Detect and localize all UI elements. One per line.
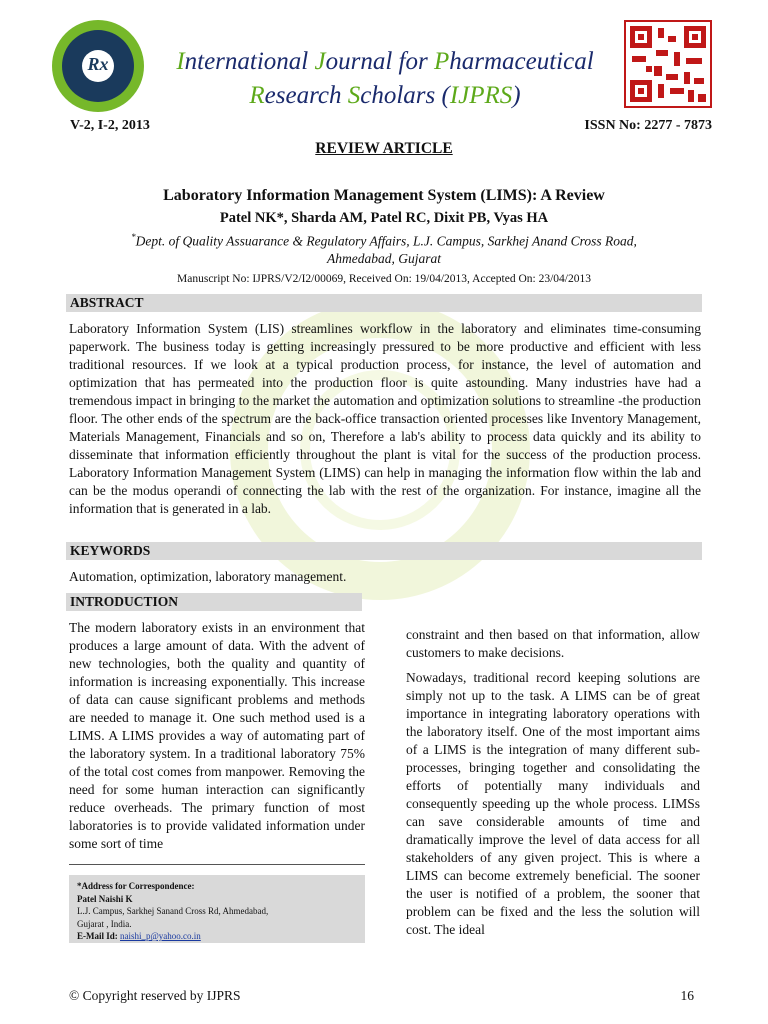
abstract-heading: ABSTRACT bbox=[66, 294, 702, 312]
correspondence-address-line1: L.J. Campus, Sarkhej Sanand Cross Rd, Ahmedabad, bbox=[77, 906, 269, 916]
correspondence-address-line2: Gujarat , India. bbox=[77, 918, 132, 929]
keywords-text: Automation, optimization, laboratory management. bbox=[69, 569, 347, 584]
issn: ISSN No: 2277 - 7873 bbox=[584, 118, 712, 133]
abstract-text: Laboratory Information System (LIS) streamlines workflow in the laboratory and eliminates time-consuming paperwork. The business today is getting increasingly pressured to be more productive and efficient with less traditional resources. If we look at a typical production process, for instance, the level of automation and optimization that has permeated into the production floor is quite astounding. Many industries have had a tremendous impact in bringing to the market the automation and optimization solutions to streamline -the production floor. The other ends of the spectrum are the back-office transaction oriented processes like Inventory Management, Materials Management, Financials and so on, Therefore a lab's ability to process data quickly and its ability to disseminate that information efficiently throughout the plant is vital for the success of the production process. Laboratory Information Management System (LIMS) can help in managing the information flow within the lab and can be the modus operandi of connecting the lab with the rest of the organization. For instance, imagine all the information that is generated in a lab. bbox=[69, 321, 701, 516]
logo-core bbox=[82, 50, 114, 82]
footnote-rule bbox=[69, 864, 365, 865]
introduction-col1: The modern laboratory exists in an environment that produces a large amount of data. With the advent of new technologies, both the quality and quantity of information is increasing exponentially. This increase of data can cause significant problems and methods are needed to manage it. One such method used is a LIMS. A LIMS provides a way of automating part of the laboratory system. In a traditional laboratory 75% of the total cost comes from manpower. Removing the need for some human interaction can significantly reduce overheads. The primary function of most laboratories is to provide validated information under some sort of time bbox=[69, 620, 365, 851]
affiliation-line2: Ahmedabad, Gujarat bbox=[327, 251, 441, 266]
article-authors: Patel NK*, Sharda AM, Patel RC, Dixit PB, Vyas HA bbox=[219, 210, 549, 226]
introduction-heading: INTRODUCTION bbox=[66, 593, 362, 611]
copyright-notice: © Copyright reserved by IJPRS bbox=[69, 988, 241, 1003]
article-title: Laboratory Information Management System (LIMS): A Review bbox=[163, 187, 605, 204]
correspondence-email-link[interactable]: naishi_p@yahoo.co.in bbox=[120, 931, 201, 941]
correspondence-email-row: E-Mail Id: naishi_p@yahoo.co.in bbox=[77, 931, 201, 941]
journal-title-line2: Research Scholars (IJPRS) bbox=[249, 82, 521, 109]
correspondence-box bbox=[69, 875, 365, 943]
manuscript-info: Manuscript No: IJPRS/V2/I2/00069, Received On: 19/04/2013, Accepted On: 23/04/2013 bbox=[177, 273, 591, 285]
journal-title-line1: International Journal for Pharmaceutical bbox=[176, 48, 594, 75]
correspondence-heading: *Address for Correspondence: bbox=[77, 881, 195, 891]
logo-inner-circle bbox=[62, 30, 134, 102]
article-type: REVIEW ARTICLE bbox=[315, 140, 453, 157]
qr-code bbox=[624, 20, 712, 108]
volume-issue: V-2, I-2, 2013 bbox=[70, 118, 150, 133]
page-number: 16 bbox=[680, 988, 694, 1003]
correspondence-name: Patel Naishi K bbox=[77, 893, 133, 904]
introduction-col2-p2: Nowadays, traditional record keeping solutions are simply not up to the task. A LIMS can be of great importance in integrating laboratory operations with the laboratory itself. One of the most important aims of a LIMS is the integration of many different sub-processes, bringing together and consolidating the efforts of potentially many individuals and consequently speeding up the whole process. LIMSs can save considerable amounts of time and dramatically improve the level of data access for all stakeholders of any given project. This is where a LIMS can become extremely beneficial. The sooner the user is notified of a problem, the sooner that problem can be fixed and the less the solution will cost. The ideal bbox=[406, 670, 700, 937]
affiliation-line1: *Dept. of Quality Assuarance & Regulatory Affairs, L.J. Campus, Sarkhej Anand Cross Road, bbox=[131, 232, 637, 249]
journal-logo bbox=[52, 20, 144, 112]
keywords-heading: KEYWORDS bbox=[66, 542, 702, 560]
rx-symbol: Rx bbox=[87, 54, 109, 74]
introduction-col2-p1: constraint and then based on that information, allow customers to make decisions. bbox=[406, 627, 700, 660]
